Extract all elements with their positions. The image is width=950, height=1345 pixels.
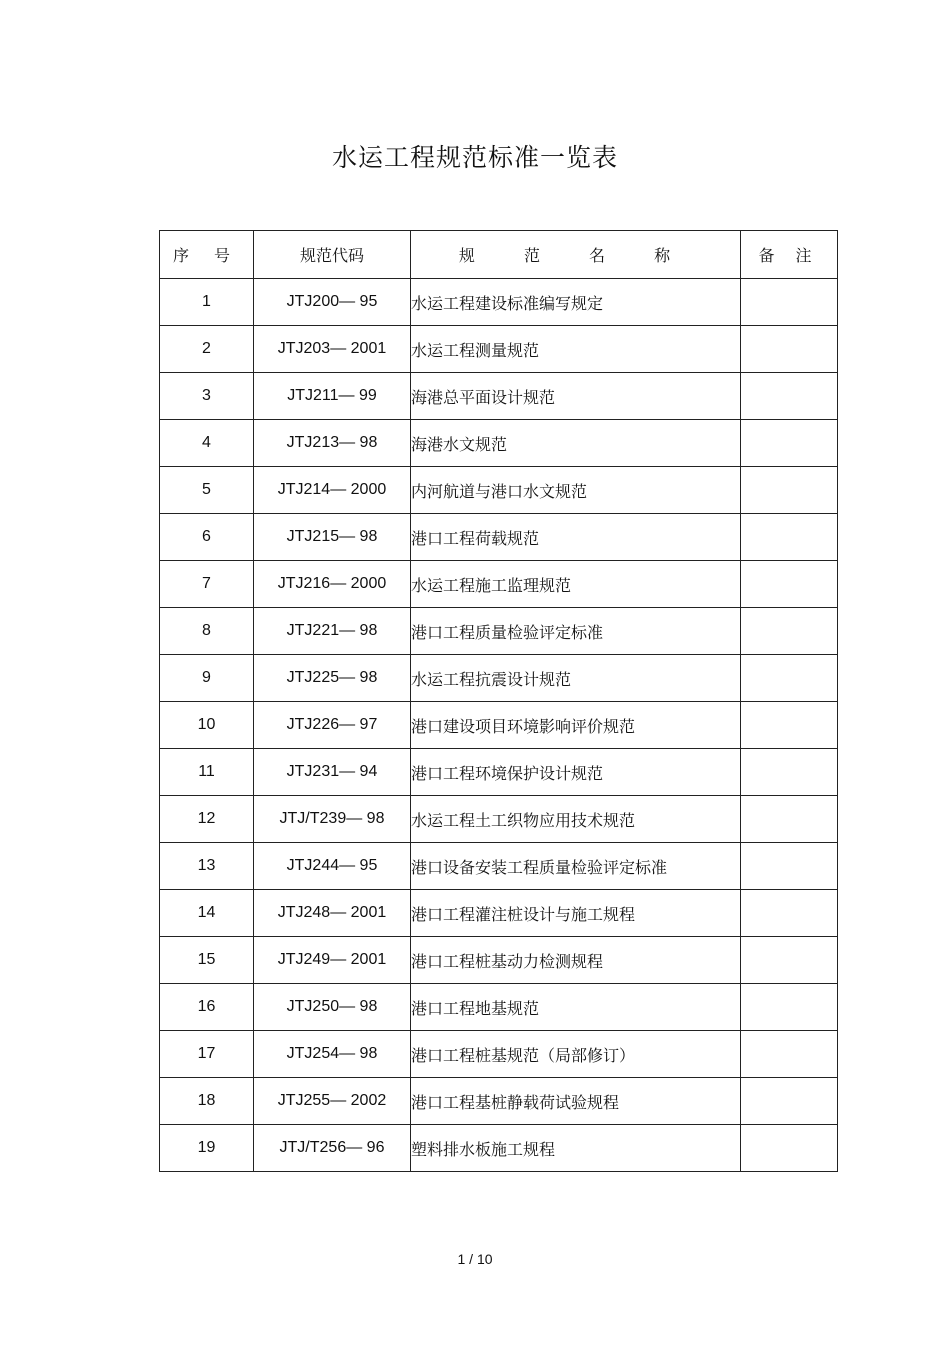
- table-row: [160, 796, 838, 843]
- standard-code-cell: JTJ/T256— 96: [254, 1125, 411, 1172]
- remark-cell: [741, 796, 838, 843]
- standard-code-cell: JTJ200— 95: [254, 279, 411, 326]
- row-number-cell: 5: [160, 467, 254, 514]
- remark-cell: [741, 702, 838, 749]
- remark-cell: [741, 326, 838, 373]
- standard-code-cell: JTJ213— 98: [254, 420, 411, 467]
- row-number-cell: 17: [160, 1031, 254, 1078]
- standard-name-cell: 水运工程抗震设计规范: [411, 655, 741, 702]
- standard-name-cell: 海港水文规范: [411, 420, 741, 467]
- standard-code-cell: JTJ215— 98: [254, 514, 411, 561]
- row-number-cell: 8: [160, 608, 254, 655]
- standard-name-cell: 水运工程建设标准编写规定: [411, 279, 741, 326]
- table-row: [160, 420, 838, 467]
- standard-code-cell: JTJ254— 98: [254, 1031, 411, 1078]
- table-row: [160, 326, 838, 373]
- table-row: [160, 1125, 838, 1172]
- standard-name-cell: 港口工程桩基动力检测规程: [411, 937, 741, 984]
- remark-cell: [741, 1031, 838, 1078]
- standard-code-cell: JTJ225— 98: [254, 655, 411, 702]
- table-row: [160, 749, 838, 796]
- remark-cell: [741, 1125, 838, 1172]
- row-number-cell: 18: [160, 1078, 254, 1125]
- header-no: [160, 231, 254, 279]
- standard-name-cell: 港口工程桩基规范（局部修订）: [411, 1031, 741, 1078]
- standard-name-cell: 水运工程测量规范: [411, 326, 741, 373]
- remark-cell: [741, 890, 838, 937]
- standard-name-cell: 塑料排水板施工规程: [411, 1125, 741, 1172]
- table-row: [160, 1031, 838, 1078]
- row-number-cell: 15: [160, 937, 254, 984]
- standard-code-cell: JTJ244— 95: [254, 843, 411, 890]
- standard-code-cell: JTJ214— 2000: [254, 467, 411, 514]
- standard-code-cell: JTJ248— 2001: [254, 890, 411, 937]
- remark-cell: [741, 608, 838, 655]
- table-row: [160, 467, 838, 514]
- table-row: [160, 279, 838, 326]
- row-number-cell: 10: [160, 702, 254, 749]
- row-number-cell: 11: [160, 749, 254, 796]
- table-row: [160, 514, 838, 561]
- table-row: [160, 561, 838, 608]
- row-number-cell: 12: [160, 796, 254, 843]
- standard-name-cell: 港口工程基桩静载荷试验规程: [411, 1078, 741, 1125]
- remark-cell: [741, 279, 838, 326]
- row-number-cell: 2: [160, 326, 254, 373]
- remark-cell: [741, 655, 838, 702]
- standard-code-cell: JTJ216— 2000: [254, 561, 411, 608]
- row-number-cell: 1: [160, 279, 254, 326]
- table-row: [160, 702, 838, 749]
- remark-cell: [741, 843, 838, 890]
- header-no-label: 序 号: [172, 246, 241, 265]
- header-remark-label: 备 注: [758, 246, 820, 265]
- standard-code-cell: JTJ221— 98: [254, 608, 411, 655]
- header-name-label: 规 范 名 称: [458, 246, 693, 265]
- standard-code-cell: JTJ226— 97: [254, 702, 411, 749]
- row-number-cell: 16: [160, 984, 254, 1031]
- remark-cell: [741, 984, 838, 1031]
- standards-table: [159, 230, 838, 1172]
- remark-cell: [741, 514, 838, 561]
- standard-code-cell: JTJ211— 99: [254, 373, 411, 420]
- standard-name-cell: 海港总平面设计规范: [411, 373, 741, 420]
- header-code-label: 规范代码: [299, 246, 364, 265]
- standard-code-cell: JTJ255— 2002: [254, 1078, 411, 1125]
- standard-code-cell: JTJ231— 94: [254, 749, 411, 796]
- table-row: [160, 1078, 838, 1125]
- remark-cell: [741, 373, 838, 420]
- standard-name-cell: 港口建设项目环境影响评价规范: [411, 702, 741, 749]
- remark-cell: [741, 561, 838, 608]
- row-number-cell: 9: [160, 655, 254, 702]
- row-number-cell: 13: [160, 843, 254, 890]
- remark-cell: [741, 1078, 838, 1125]
- page-title: 水运工程规范标准一览表: [331, 143, 618, 172]
- table-body: [160, 279, 838, 1172]
- header-remark: [741, 231, 838, 279]
- row-number-cell: 4: [160, 420, 254, 467]
- header-code: [254, 231, 411, 279]
- standard-name-cell: 港口工程荷载规范: [411, 514, 741, 561]
- remark-cell: [741, 749, 838, 796]
- row-number-cell: 19: [160, 1125, 254, 1172]
- standard-name-cell: 水运工程施工监理规范: [411, 561, 741, 608]
- row-number-cell: 7: [160, 561, 254, 608]
- standard-name-cell: 港口工程环境保护设计规范: [411, 749, 741, 796]
- table-row: [160, 843, 838, 890]
- table-row: [160, 890, 838, 937]
- row-number-cell: 14: [160, 890, 254, 937]
- row-number-cell: 3: [160, 373, 254, 420]
- standard-code-cell: JTJ250— 98: [254, 984, 411, 1031]
- remark-cell: [741, 420, 838, 467]
- header-name: [411, 231, 741, 279]
- table-row: [160, 655, 838, 702]
- standard-name-cell: 水运工程土工织物应用技术规范: [411, 796, 741, 843]
- standard-name-cell: 港口设备安装工程质量检验评定标准: [411, 843, 741, 890]
- table-row: [160, 608, 838, 655]
- standard-code-cell: JTJ/T239— 98: [254, 796, 411, 843]
- standard-name-cell: 港口工程质量检验评定标准: [411, 608, 741, 655]
- standard-code-cell: JTJ203— 2001: [254, 326, 411, 373]
- remark-cell: [741, 937, 838, 984]
- standard-name-cell: 内河航道与港口水文规范: [411, 467, 741, 514]
- table-header-row: [160, 231, 838, 279]
- remark-cell: [741, 467, 838, 514]
- standard-name-cell: 港口工程灌注桩设计与施工规程: [411, 890, 741, 937]
- table-row: [160, 984, 838, 1031]
- page-number: 1 / 10: [457, 1251, 493, 1267]
- table-row: [160, 373, 838, 420]
- standard-code-cell: JTJ249— 2001: [254, 937, 411, 984]
- table-row: [160, 937, 838, 984]
- row-number-cell: 6: [160, 514, 254, 561]
- standard-name-cell: 港口工程地基规范: [411, 984, 741, 1031]
